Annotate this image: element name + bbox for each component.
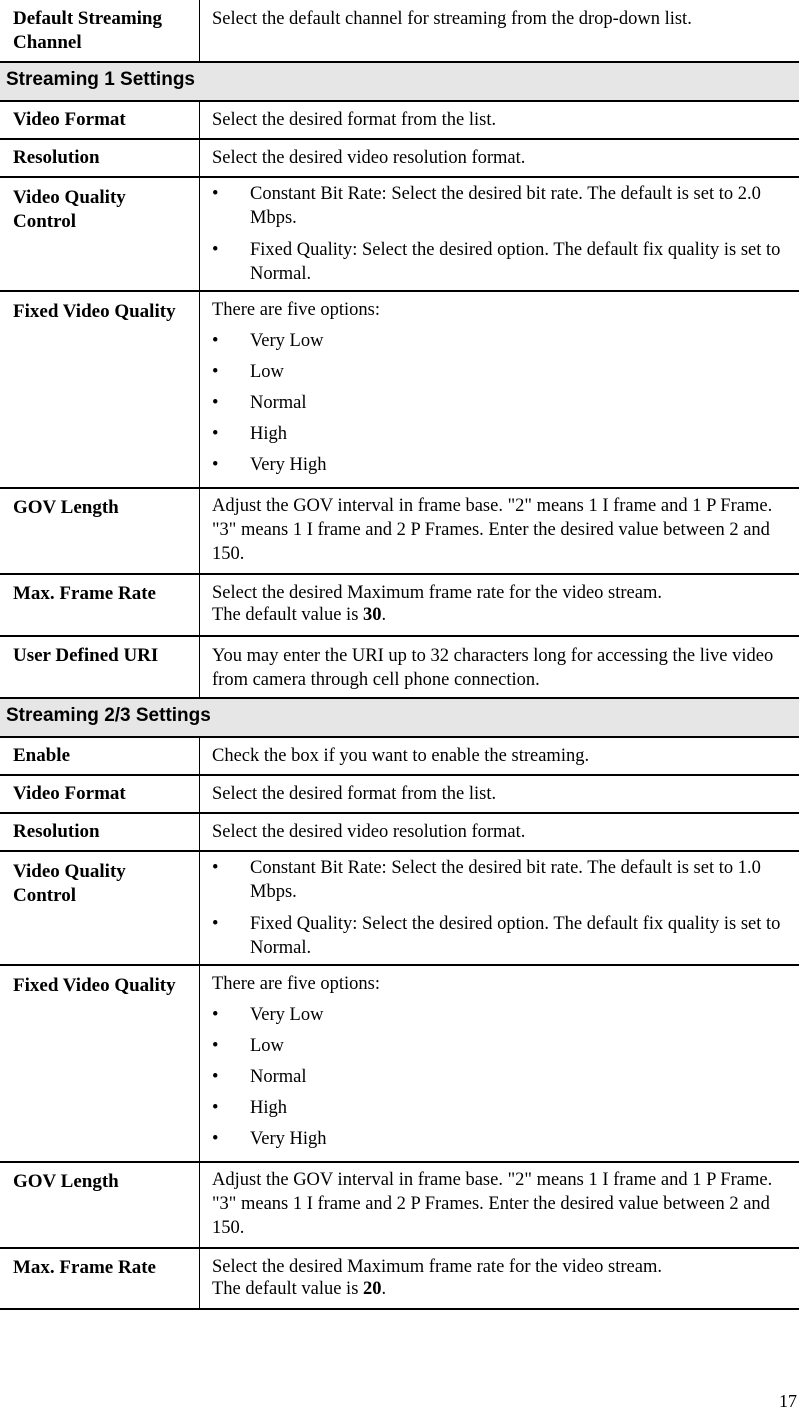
option-text: Very High (250, 455, 327, 475)
row-label: Max. Frame Rate (0, 1249, 200, 1308)
default-value: 30 (363, 605, 382, 625)
default-prefix: The default value is (212, 605, 364, 625)
desc-line: Select the desired Maximum frame rate for the video stream. (212, 1257, 662, 1277)
row-description (200, 575, 799, 635)
row-label: Default Streaming Channel (0, 0, 200, 61)
row-description: Select the desired video resolution format. (212, 822, 526, 842)
bullet-icon: • (212, 1005, 219, 1025)
bullet-item (212, 238, 787, 286)
desc-line: Select the desired Maximum frame rate for the video stream. (212, 583, 662, 603)
option-text: Normal (250, 1067, 307, 1087)
bullet-icon: • (212, 455, 219, 475)
default-suffix: . (381, 605, 387, 625)
option-text: Normal (250, 393, 307, 413)
option-item (212, 360, 787, 384)
table-row (0, 814, 799, 852)
option-text: Low (250, 362, 284, 382)
option-text: Low (250, 1036, 284, 1056)
bullet-text: Constant Bit Rate: Select the desired bit rate. The default is set to 2.0 Mbps. (250, 184, 761, 228)
option-item (212, 1127, 787, 1151)
table-row (0, 637, 799, 699)
bullet-icon: • (212, 240, 219, 260)
row-description (200, 292, 799, 487)
table-row (0, 489, 799, 575)
bullet-icon: • (212, 331, 219, 351)
row-label: Max. Frame Rate (0, 575, 200, 635)
option-item (212, 1003, 787, 1027)
bullet-icon: • (212, 1098, 219, 1118)
bullet-icon: • (212, 393, 219, 413)
bullet-icon: • (212, 858, 219, 878)
row-description: Adjust the GOV interval in frame base. "2" means 1 I frame and 1 P Frame. "3" means 1 I frame and 2 P Frames. Enter the desired value between 2 and 150. (212, 1170, 773, 1238)
row-description: Select the desired format from the list. (212, 784, 497, 804)
row-label: Video Format (0, 776, 200, 812)
row-description: Adjust the GOV interval in frame base. "2" means 1 I frame and 1 P Frame. "3" means 1 I frame and 2 P Frames. Enter the desired value between 2 and 150. (212, 496, 773, 564)
table-row (0, 178, 799, 292)
row-description (200, 1249, 799, 1308)
row-label: Video Format (0, 102, 200, 138)
bullet-icon: • (212, 1067, 219, 1087)
row-label: Resolution (0, 814, 200, 850)
option-item (212, 453, 787, 477)
option-text: High (250, 424, 287, 444)
table-row (0, 776, 799, 814)
row-label: Video Quality Control (0, 178, 200, 290)
bullet-icon: • (212, 914, 219, 934)
options-intro: There are five options: (212, 974, 380, 994)
table-row (0, 0, 799, 63)
row-label: Resolution (0, 140, 200, 176)
table-row (0, 102, 799, 140)
desc-line (212, 1278, 787, 1300)
table-row (0, 140, 799, 178)
row-description: Select the desired format from the list. (212, 110, 497, 130)
row-label: User Defined URI (0, 637, 200, 697)
table-row (0, 966, 799, 1163)
option-item (212, 422, 787, 446)
row-label: Fixed Video Quality (0, 292, 200, 487)
bullet-item (212, 856, 787, 904)
option-text: Very Low (250, 1005, 324, 1025)
table-row (0, 852, 799, 966)
row-label: GOV Length (0, 1163, 200, 1247)
row-description: Check the box if you want to enable the streaming. (212, 746, 590, 766)
table-row (0, 1249, 799, 1310)
row-description (200, 852, 799, 964)
option-item (212, 1096, 787, 1120)
bullet-icon: • (212, 1129, 219, 1149)
bullet-text: Fixed Quality: Select the desired option. The default fix quality is set to Normal. (250, 240, 781, 284)
bullet-icon: • (212, 1036, 219, 1056)
row-description: You may enter the URI up to 32 characters long for accessing the live video from camera through cell phone connection. (212, 646, 774, 690)
table-row (0, 292, 799, 489)
page-number: 17 (779, 1391, 797, 1411)
table-row (0, 738, 799, 776)
option-item (212, 1065, 787, 1089)
section-header: Streaming 1 Settings (0, 63, 799, 102)
option-item (212, 329, 787, 353)
bullet-icon: • (212, 424, 219, 444)
table-row (0, 575, 799, 637)
option-text: Very High (250, 1129, 327, 1149)
row-label: Fixed Video Quality (0, 966, 200, 1161)
bullet-item (212, 182, 787, 230)
bullet-text: Fixed Quality: Select the desired option. The default fix quality is set to Normal. (250, 914, 781, 958)
default-value: 20 (363, 1279, 382, 1299)
option-item (212, 1034, 787, 1058)
row-label: Enable (0, 738, 200, 774)
option-text: High (250, 1098, 287, 1118)
row-description: Select the desired video resolution format. (212, 148, 526, 168)
bullet-text: Constant Bit Rate: Select the desired bit rate. The default is set to 1.0 Mbps. (250, 858, 761, 902)
section-header: Streaming 2/3 Settings (0, 699, 799, 738)
bullet-item (212, 912, 787, 960)
default-prefix: The default value is (212, 1279, 364, 1299)
row-description (200, 966, 799, 1161)
row-label: Video Quality Control (0, 852, 200, 964)
option-item (212, 391, 787, 415)
row-description: Select the default channel for streaming from the drop-down list. (212, 9, 692, 29)
bullet-icon: • (212, 184, 219, 204)
desc-line (212, 604, 787, 626)
options-intro: There are five options: (212, 300, 380, 320)
row-description (200, 178, 799, 290)
table-row (0, 1163, 799, 1249)
row-label: GOV Length (0, 489, 200, 573)
bullet-icon: • (212, 362, 219, 382)
option-text: Very Low (250, 331, 324, 351)
default-suffix: . (381, 1279, 387, 1299)
